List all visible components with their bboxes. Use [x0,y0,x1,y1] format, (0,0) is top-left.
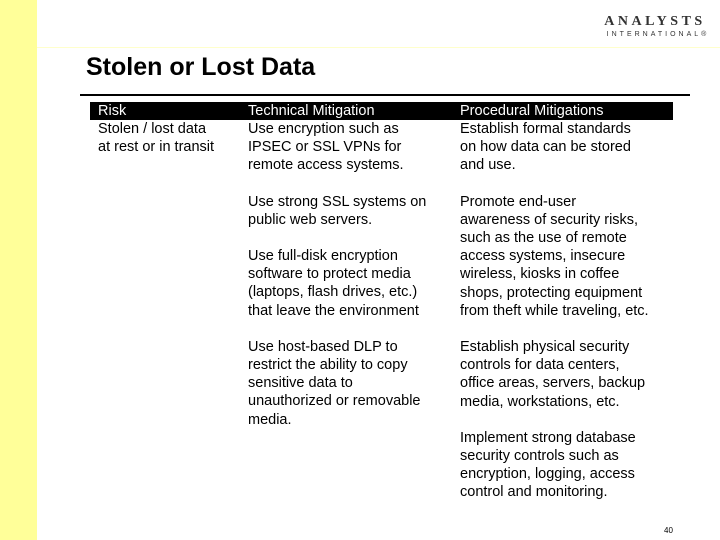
title-underline [80,94,690,96]
header-procedural-mitigations: Procedural Mitigations [460,103,604,119]
header-rule [37,47,720,48]
table-header-row [90,102,673,120]
page-title: Stolen or Lost Data [86,53,316,81]
header-technical-mitigation: Technical Mitigation [248,103,375,119]
procedural-item: Promote end-user awareness of security risks, such as the use of remote access systems, insecure wireless, kiosks in coffee shops, protecting equipment from theft while traveling, etc. [460,193,649,319]
technical-item: Use full-disk encryption software to protect media (laptops, flash drives, etc.) that leave the environment [248,248,419,319]
logo-subtitle: INTERNATIONAL® [606,31,710,38]
technical-item: Use host-based DLP to restrict the ability to copy sensitive data to unauthorized or removable media. [248,338,421,428]
technical-item: Use strong SSL systems on public web servers. [248,193,427,228]
procedural-item: Establish formal standards on how data can be stored and use. [460,121,631,174]
page-number: 40 [664,526,673,535]
company-logo [600,14,710,39]
procedural-mitigation-cell [460,120,673,520]
mitigation-table [90,102,673,520]
logo-name: ANALYSTS [604,14,706,29]
risk-cell: Stolen / lost data at rest or in transit [98,121,215,156]
accent-left-bar [0,0,37,540]
technical-item: Use encryption such as IPSEC or SSL VPNs for remote access systems. [248,121,404,174]
header-risk: Risk [98,103,127,119]
technical-mitigation-cell [248,120,460,520]
procedural-item: Implement strong database security controls such as encryption, logging, access control and monitoring. [460,429,636,501]
table-row [90,120,673,520]
procedural-item: Establish physical security controls for data centers, office areas, servers, backup media, workstations, etc. [460,339,646,410]
